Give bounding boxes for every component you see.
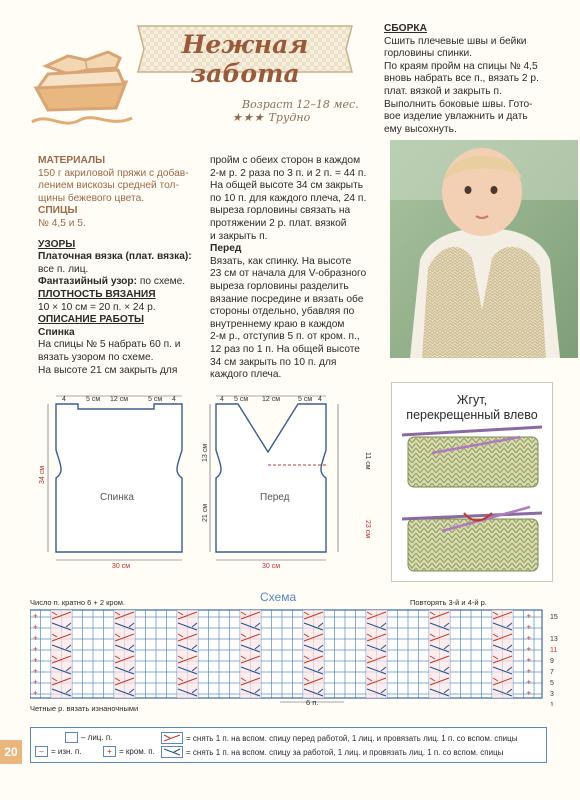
fancy-text: по схеме.: [137, 276, 186, 288]
edge-stitch-mark: +: [526, 644, 532, 654]
chart-grid: [30, 606, 575, 706]
density-heading: ПЛОТНОСТЬ ВЯЗАНИЯ: [38, 288, 156, 300]
legend-cable-front-text: = снять 1 п. на вспом. спицу перед работой, 1 лиц. и провязать лиц. 1 п. со вспом. спицы: [186, 733, 518, 743]
chart-title: Схема: [260, 590, 297, 604]
front-dim-top: 4: [318, 396, 322, 403]
cable-front-symbol: [161, 732, 183, 744]
mid-line: 12 раз по 1 п. На общей высоте: [210, 343, 360, 355]
patterns-heading: УЗОРЫ: [38, 238, 76, 250]
difficulty-label: Трудно: [268, 111, 311, 124]
cable-title: [392, 393, 552, 423]
cable-illustration: [391, 382, 553, 582]
materials-heading: МАТЕРИАЛЫ: [38, 155, 106, 166]
knitting-chart: [30, 592, 575, 717]
legend-knit: [65, 732, 112, 743]
assembly-line: Выполнить боковые швы. Гото-: [384, 98, 533, 110]
legend-purl-text: = изн. п.: [51, 747, 82, 756]
edge-stitch-mark: +: [526, 622, 532, 632]
page-title: Нежная забота: [181, 30, 309, 88]
edge-stitch-mark: +: [33, 644, 38, 654]
edge-stitch-mark: +: [33, 677, 38, 687]
edge-stitch-mark: +: [33, 611, 38, 621]
back-pattern-shape: [56, 404, 182, 552]
cable-drawing: [392, 423, 552, 578]
back-dim-top: 4: [62, 396, 66, 403]
cable-title-line: перекрещенный влево: [406, 408, 538, 422]
assembly-section: [384, 23, 574, 136]
mid-line: стороны отдельно, убавляя по: [210, 306, 355, 318]
assembly-heading: СБОРКА: [384, 23, 427, 34]
mid-line: по 10 п. для каждого плеча, 24 п.: [210, 192, 367, 204]
back-dim-top: 4: [172, 396, 176, 403]
front-dim-top: 4: [220, 396, 224, 403]
platochnaya-text: все п. лиц.: [38, 263, 89, 275]
edge-stitch-mark: +: [33, 688, 38, 698]
knit-symbol: [65, 732, 78, 743]
legend-purl: [35, 746, 81, 757]
chart-repeat-label: 6 п.: [306, 698, 319, 707]
materials-line: лением вискозы средней тол-: [38, 180, 179, 192]
front-dim-side-bottom: 21 см: [202, 503, 209, 522]
back-heading: Спинка: [38, 326, 75, 338]
edge-stitch-mark: +: [526, 633, 532, 643]
front-dim-top: 12 см: [262, 396, 281, 403]
age-label: Возраст 12–18 мес.: [242, 98, 359, 111]
left-column: [38, 155, 200, 377]
back-dim-top: 5 см: [86, 396, 101, 403]
edge-stitch-mark: +: [33, 633, 38, 643]
mid-line: 2-м р., отступив 5 п. от кром. п.,: [210, 331, 360, 343]
row-number: 5: [550, 680, 554, 687]
legend-knit-text: – лиц. п.: [81, 733, 113, 742]
row-number: 15: [550, 614, 558, 621]
materials-line: 150 г акриловой пряжи с добав-: [38, 167, 189, 179]
back-dim-bottom: 30 см: [112, 563, 131, 570]
assembly-line: вое изделие увлажнить и дать: [384, 111, 528, 123]
mid-line: вязание посредине и вязать обе: [210, 293, 364, 305]
front-heading: Перед: [210, 243, 242, 255]
row-number: 7: [550, 669, 554, 676]
mid-line: внутреннему краю в каждом: [210, 318, 345, 330]
back-line: На спицы № 5 набрать 60 п. и: [38, 339, 181, 351]
row-number: 11: [550, 647, 558, 654]
front-dim-top: 5 см: [298, 396, 313, 403]
mid-line: На общей высоте 34 см закрыть: [210, 180, 364, 192]
difficulty-stars: ★★★: [232, 111, 265, 124]
needles-heading: СПИЦЫ: [38, 205, 78, 217]
back-dim-top: 5 см: [148, 396, 163, 403]
mid-line: каждого плеча.: [210, 369, 282, 381]
fancy-label: Фантазийный узор:: [38, 276, 138, 288]
cable-back-symbol: [161, 746, 183, 758]
chart-left-note: Число п. кратно 6 + 2 кром.: [30, 598, 126, 607]
mid-line: выреза горловины связать на: [210, 205, 351, 217]
back-line: вязать узором по схеме.: [38, 351, 154, 363]
chart-legend: [30, 727, 547, 763]
row-number: 1: [550, 702, 554, 706]
front-dim-side-top: 13 см: [202, 443, 209, 462]
mid-line: протяжении 2 р. плат. вязкой: [210, 217, 347, 229]
platochnaya-label: Платочная вязка (плат. вязка):: [38, 251, 192, 263]
row-number: 13: [550, 636, 558, 643]
back-label: Спинка: [100, 492, 134, 503]
front-pattern-shape: [216, 404, 326, 552]
row-number: 3: [550, 691, 554, 698]
ship-icon: [28, 38, 138, 136]
edge-stitch-mark: +: [33, 655, 38, 665]
edge-stitch-mark: +: [33, 622, 38, 632]
assembly-line: горловины спинки.: [384, 48, 472, 60]
needles-text: № 4,5 и 5.: [38, 217, 86, 229]
edge-stitch-mark: +: [526, 688, 532, 698]
mid-line: 2-м р. 2 раза по 3 п. и 2 п. = 44 п.: [210, 167, 367, 179]
garment-patterns: [28, 392, 390, 577]
child-photo: [390, 140, 578, 358]
front-dim-right-bottom: 23 см: [364, 520, 371, 539]
assembly-line: ему высохнуть.: [384, 123, 457, 135]
legend-cable-back: [161, 746, 503, 758]
legend-edge-text: = кром. п.: [119, 747, 155, 756]
page-number: 20: [0, 740, 22, 764]
mid-line: пройм с обеих сторон в каждом: [210, 155, 361, 166]
cable-title-line: Жгут,: [456, 393, 488, 407]
back-dim-top: 12 см: [110, 396, 129, 403]
materials-line: щины бежевого цвета.: [38, 192, 145, 204]
row-number: 9: [550, 658, 554, 665]
mid-line: 34 см закрыть по 10 п. для: [210, 356, 337, 368]
middle-column: [210, 155, 382, 382]
edge-stitch-mark: +: [526, 655, 532, 665]
assembly-line: вновь набрать все п., вязать 2 р.: [384, 73, 539, 85]
legend-cable-back-text: = снять 1 п. на вспом. спицу за работой, 1 лиц. и провязать лиц. 1 п. со вспом. спицы: [186, 747, 504, 757]
description-heading: ОПИСАНИЕ РАБОТЫ: [38, 314, 145, 326]
edge-stitch-mark: +: [33, 666, 38, 676]
age-difficulty: [232, 98, 392, 124]
chart-right-note: Повторять 3-й и 4-й р.: [410, 598, 487, 607]
edge-stitch-mark: +: [526, 677, 532, 687]
density-text: 10 × 10 см = 20 п. × 24 р.: [38, 301, 156, 313]
edge-stitch-mark: +: [526, 611, 532, 621]
front-dim-top: 5 см: [234, 396, 249, 403]
edge-stitch-mark: +: [526, 666, 532, 676]
back-dim-side: 34 см: [39, 465, 46, 484]
mid-line: выреза горловины разделить: [210, 280, 349, 292]
front-label: Перед: [260, 492, 290, 503]
legend-cable-front: [161, 732, 517, 744]
front-dim-right-top: 11 см: [364, 452, 371, 470]
assembly-line: Сшить плечевые швы и бейки: [384, 35, 527, 47]
assembly-line: По краям пройм на спицы № 4,5: [384, 60, 538, 72]
purl-symbol: –: [35, 746, 48, 757]
mid-line: Вязать, как спинку. На высоте: [210, 255, 352, 267]
mid-line: 23 см от начала для V-образного: [210, 268, 367, 280]
legend-edge: [103, 746, 155, 757]
chart-bottom-note: Четные р. вязать изнаночными: [30, 704, 139, 713]
mid-line: и закрыть п.: [210, 230, 268, 242]
front-dim-bottom: 30 см: [262, 563, 281, 570]
edge-symbol: +: [103, 746, 116, 757]
back-line: На высоте 21 см закрыть для: [38, 364, 178, 376]
assembly-line: плат. вязкой и закрыть п.: [384, 85, 502, 97]
